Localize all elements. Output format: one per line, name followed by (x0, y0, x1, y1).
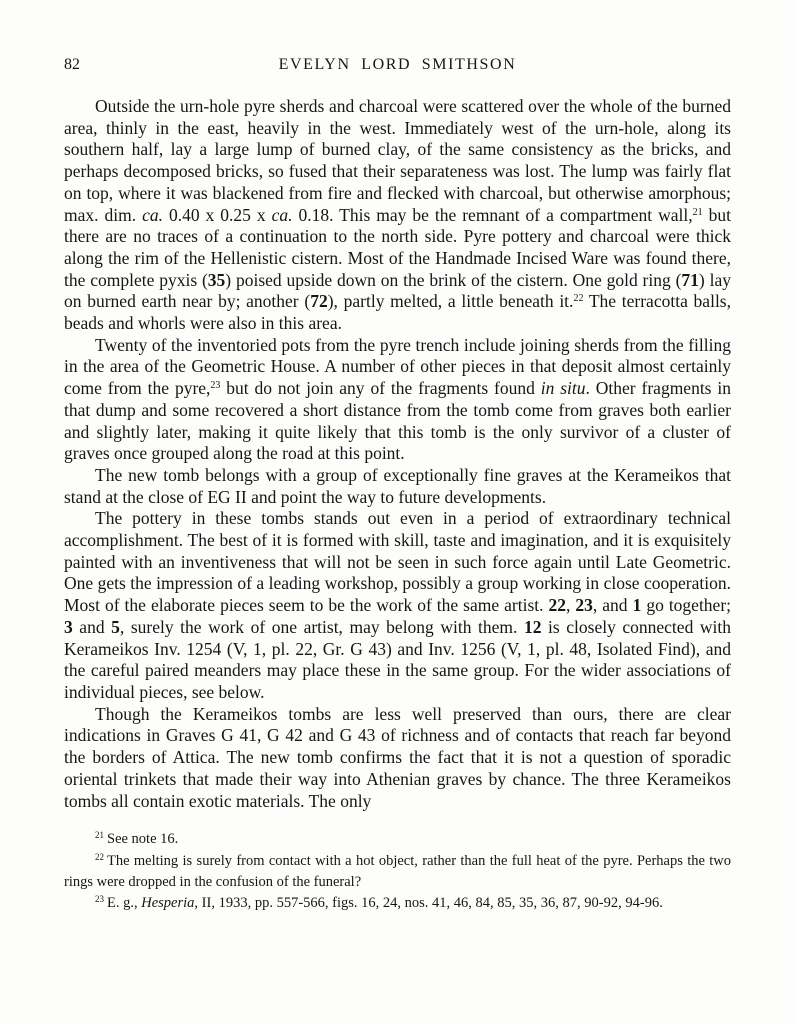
paragraph: Twenty of the inventoried pots from the pyre trench include joining sherds from the filling in the area of the Geometric House. A number of other pieces in that deposit almost certainly come from the pyre,$^{23}$ but do not join any of the fragments found in situ. Other fragments in that dump and some recovered a short distance from the tomb come from graves both earlier and slightly later, making it quite likely that this tomb is the only survivor of a cluster of graves once grouped along the road at this point. (64, 334, 731, 464)
page-header (64, 56, 731, 78)
footnote: $^{23}$ E. g., Hesperia, II, 1933, pp. 557-566, figs. 16, 24, nos. 41, 46, 84, 85, 35, 36, 87, 90-92, 94-96. (95, 894, 663, 912)
article-body (64, 96, 731, 812)
paragraph: The pottery in these tombs stands out even in a period of extraordinary technical accomplishment. The best of it is formed with skill, taste and imagination, and it is exquisitely painted with an inventiveness that will not be seen in such force again until Late Geometric. One gets the impression of a leading workshop, possibly a group working in close cooperation. Most of the elaborate pieces seem to be the work of the same artist. 22, 23, and 1 go together; 3 and 5, surely the work of one artist, may belong with them. 12 is closely connected with Kerameikos Inv. 1254 (V, 1, pl. 22, Gr. G 43) and Inv. 1256 (V, 1, pl. 48, Isolated Find), and the careful paired meanders may place these in the same group. For the wider associations of individual pieces, see below. (64, 508, 732, 702)
page-number: 82 (64, 56, 80, 73)
paragraph: The new tomb belongs with a group of exceptionally fine graves at the Kerameikos that stand at the close of EG II and point the way to future developments. (64, 464, 731, 507)
footnotes (64, 829, 731, 914)
footnote-marker: 23 (95, 894, 104, 905)
footnote: $^{21}$ See note 16. (95, 830, 179, 848)
footnote-marker: 21 (95, 830, 104, 841)
paragraph: Outside the urn-hole pyre sherds and charcoal were scattered over the whole of the burned area, thinly in the east, heavily in the west. Immediately west of the urn-hole, along its southern half, lay a large lump of burned clay, of the same consistency as the bricks, and perhaps decomposed bricks, so fused that their separateness was lost. The lump was fairly flat on top, where it was blackened from fire and flecked with charcoal, but otherwise amorphous; max. dim. ca. 0.40 x 0.25 x ca. 0.18. This may be the remnant of a compartment wall,$^{21}$ but there are no traces of a continuation to the north side. Pyre pottery and charcoal were thick along the rim of the Hellenistic cistern. Most of the Handmade Incised Ware was found there, the complete pyxis (35) poised upside down on the brink of the cistern. One gold ring (71) lay on burned earth near by; another (72), partly melted, a little beneath it.$^{22}$ The terracotta balls, beads and whorls were also in this area. (64, 96, 731, 334)
footnote-marker: 22 (95, 851, 104, 862)
footnote: $^{22}$ The melting is surely from contact with a hot object, rather than the full heat of the pyre. Perhaps the two rings were dropped in the confusion of the funeral? (64, 851, 731, 890)
running-title: EVELYN LORD SMITHSON (278, 56, 517, 73)
paragraph: Though the Kerameikos tombs are less well preserved than ours, there are clear indications in Graves G 41, G 42 and G 43 of richness and of contacts that reach far beyond the borders of Attica. The new tomb confirms the fact that it is not a question of sporadic oriental trinkets that made their way into Athenian graves by chance. The three Kerameikos tombs all contain exotic materials. The only (64, 703, 731, 811)
